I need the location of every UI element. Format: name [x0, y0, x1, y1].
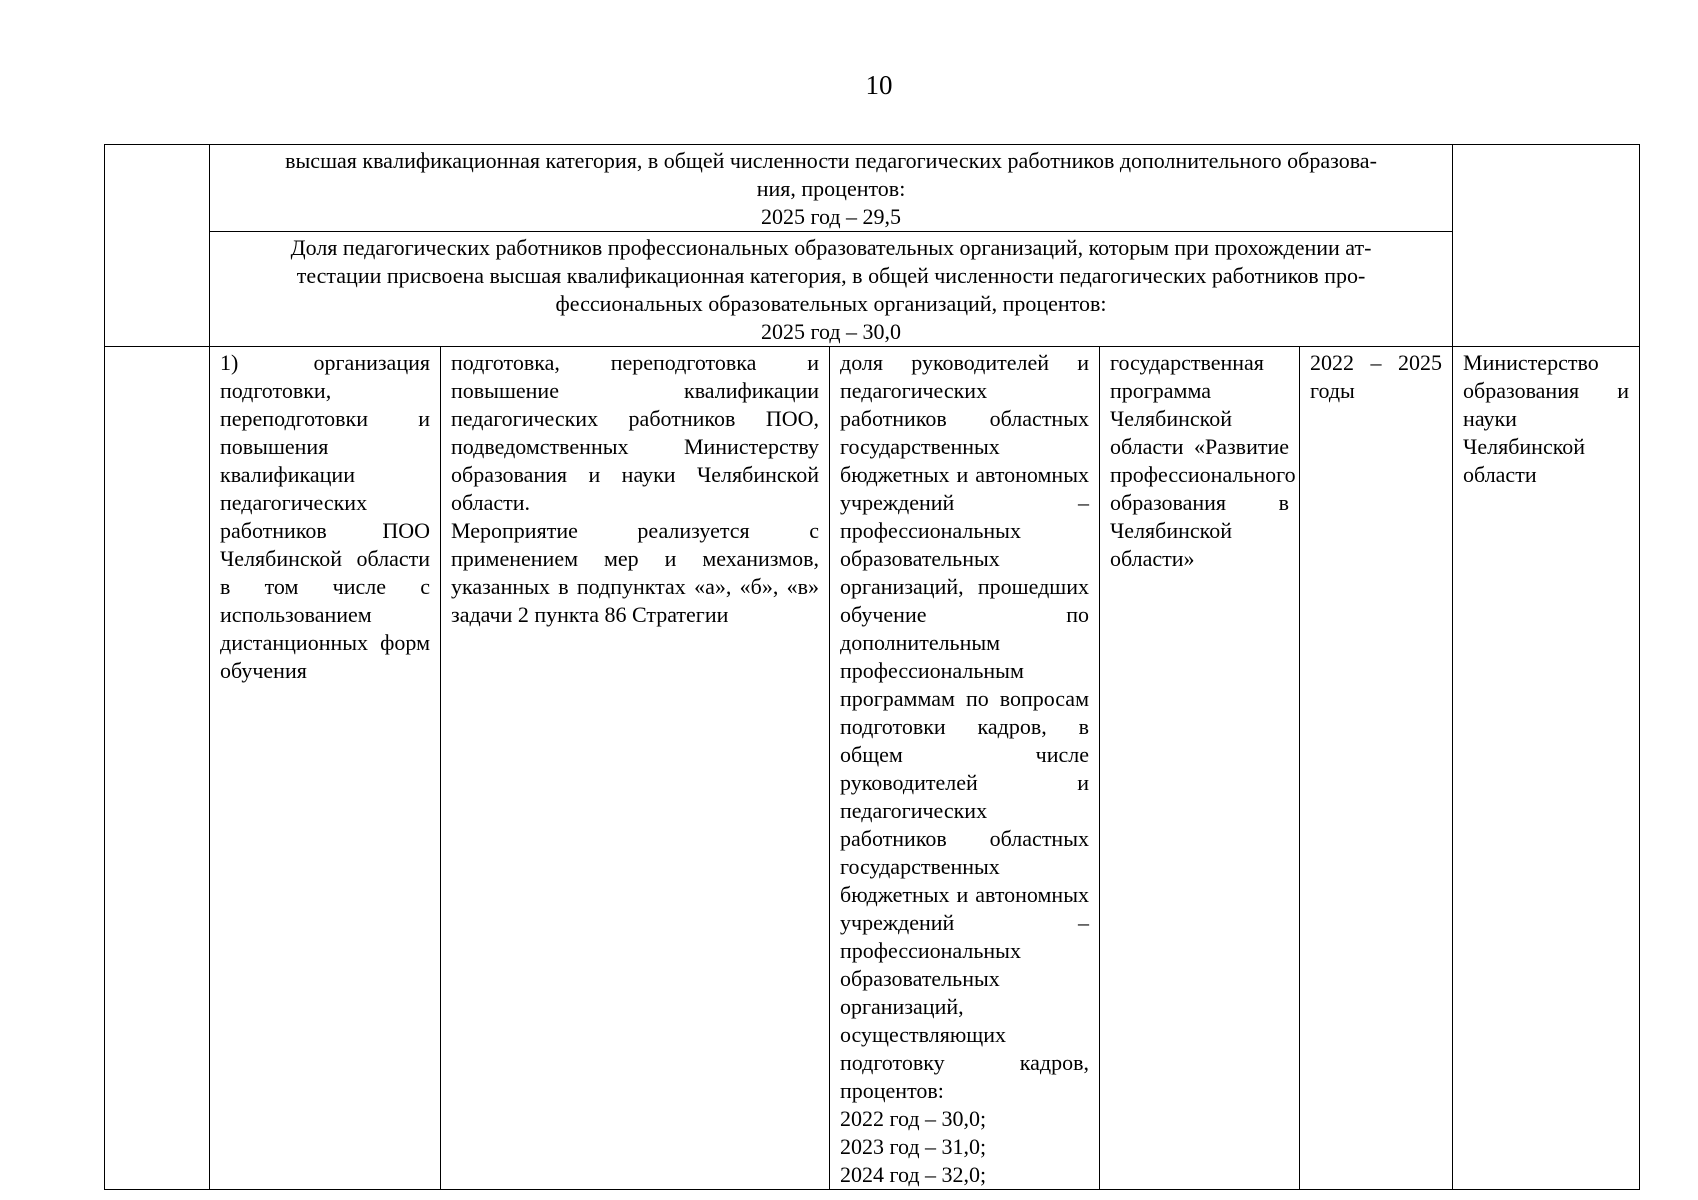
- event-cell: 1) организация подготовки, переподготовки и повышения квалификации педагогических работников ПОО Челябинской области в том числе с использованием дистанционных форм обучения: [210, 347, 441, 1190]
- indicator-line: высшая квалификационная категория, в общей численности педагогических работников дополнительного образова-: [285, 148, 1377, 173]
- responsible-cell: Министерство образования и науки Челябинской области: [1453, 347, 1640, 1190]
- indicator-value: 2024 год – 32,0;: [840, 1162, 987, 1187]
- number-cell: [105, 347, 210, 1190]
- indicator-line: Доля педагогических работников профессиональных образовательных организаций, которым при прохождении ат-: [290, 235, 1372, 260]
- indicator-line: ния, процентов:: [756, 176, 906, 201]
- indicator-line: фессиональных образовательных организаций, процентов:: [555, 291, 1107, 316]
- document-table: [104, 144, 1640, 1190]
- content-cell: [441, 347, 830, 1190]
- table-row: [105, 347, 1640, 1190]
- indicator-line: 2025 год – 30,0: [761, 319, 902, 344]
- empty-left-cell: [105, 145, 210, 347]
- indicator-cell: [830, 347, 1100, 1190]
- header-row-2: [105, 232, 1640, 347]
- content-paragraph: подготовка, переподготовка и повышение квалификации педагогических работников ПОО, подведомственных Министерству образования и науки Челябинской области.: [451, 350, 819, 515]
- header-row-1: [105, 145, 1640, 232]
- empty-right-cell: [1453, 145, 1640, 347]
- indicator-line: 2025 год – 29,5: [761, 204, 902, 229]
- indicator-text-cell: [210, 232, 1453, 347]
- page-number: 10: [865, 70, 893, 100]
- period-cell: 2022 – 2025 годы: [1300, 347, 1453, 1190]
- content-paragraph: Мероприятие реализуется с применением мер и механизмов, указанных в подпунктах «а», «б», «в» задачи 2 пункта 86 Стратегии: [451, 518, 819, 627]
- indicator-value: 2022 год – 30,0;: [840, 1106, 987, 1131]
- indicator-line: тестации присвоена высшая квалификационная категория, в общей численности педагогических работников про-: [296, 263, 1366, 288]
- indicator-description: доля руководителей и педагогических работников областных государственных бюджетных и автономных учреждений – профессиональных образовательных организаций, прошедших обучение по дополнительным профессиональным программам по вопросам подготовки кадров, в общем числе руководителей и педагогических работников областных государственных бюджетных и автономных учреждений – профессиональных образовательных организаций, осуществляющих подготовку кадров, процентов:: [840, 350, 1089, 1103]
- indicator-text-cell: [210, 145, 1453, 232]
- program-cell: государственная программа Челябинской области «Развитие профессионального образования в Челябинской области»: [1100, 347, 1300, 1190]
- indicator-value: 2023 год – 31,0;: [840, 1134, 987, 1159]
